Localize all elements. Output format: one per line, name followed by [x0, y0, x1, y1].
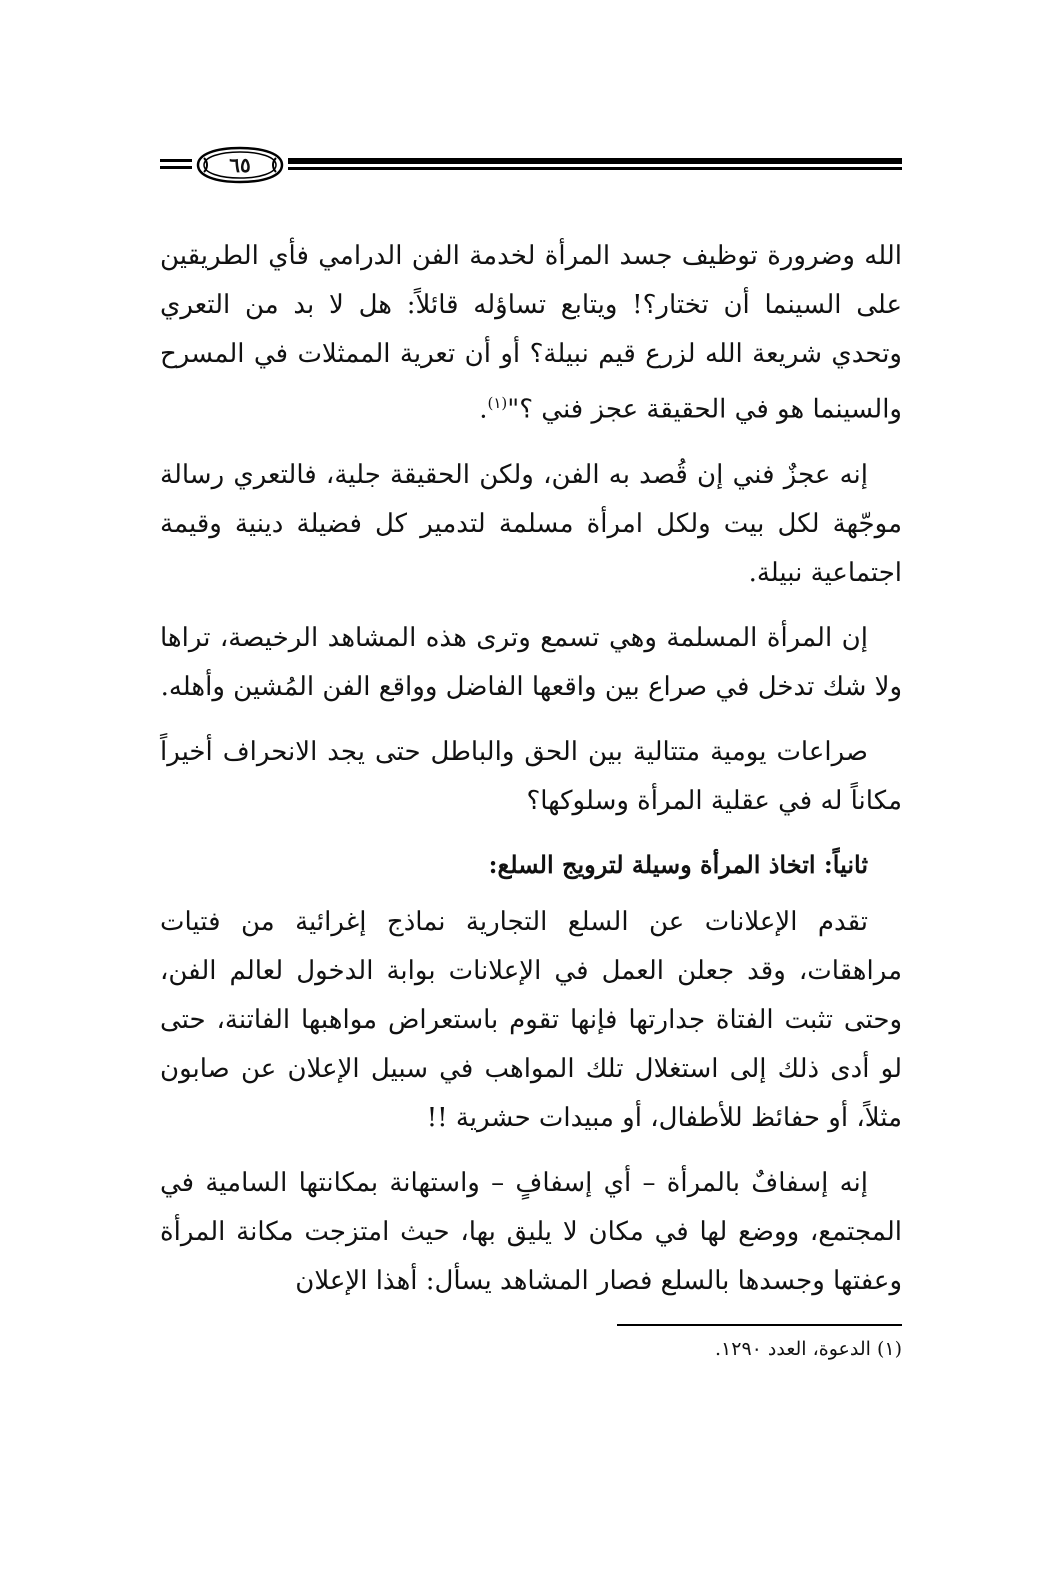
paragraph-2: إنه عجزٌ فني إن قُصد به الفن، ولكن الحقيقة جلية، فالتعري رسالة موجّهة لكل بيت ولكل امرأة مسلمة لتدمير كل فضيلة دينية وقيمة اجتماعية نبيلة.	[160, 459, 902, 588]
footnote-ref: (١)	[487, 394, 508, 412]
page-number: ٦٥	[229, 153, 251, 177]
paragraph-1-text: الله وضرورة توظيف جسد المرأة لخدمة الفن الدرامي فأي الطريقين على السينما أن تختار؟! ويتابع تساؤله قائلاً: هل لا بد من التعري وتحدي شريعة الله لزرع قيم نبيلة؟ أو أن تعرية الممثلات في المسرح والسينما هو في الحقيقة عجز فني ؟"	[160, 241, 903, 425]
paragraph-6: إنه إسفافٌ بالمرأة – أي إسفافٍ – واستهانة بمكانتها السامية في المجتمع، ووضع لها في مكان لا يليق بها، حيث امتزجت مكانة المرأة وعفتها وجسدها بالسلع فصار المشاهد يسأل: أهذا الإعلان	[160, 1167, 902, 1296]
paragraph-4: صراعات يومية متتالية بين الحق والباطل حتى يجد الانحراف أخيراً مكاناً له في عقلية المرأة وسلوكها؟	[160, 736, 902, 816]
footnote-separator	[617, 1324, 902, 1326]
page-number-ornament	[194, 146, 286, 184]
paragraph-1: الله وضرورة توظيف جسد المرأة لخدمة الفن الدرامي فأي الطريقين على السينما أن تختار؟! ويتابع تساؤله قائلاً: هل لا بد من التعري وتحدي شريعة الله لزرع قيم نبيلة؟ أو أن تعرية الممثلات في المسرح والسينما هو في الحقيقة عجز فني ؟"$^{(١)}$.	[160, 241, 903, 425]
header-rule-right	[288, 158, 902, 172]
section-heading: ثانياً: اتخاذ المرأة وسيلة لترويج السلع:	[488, 849, 868, 879]
footnote: (١) الدعوة، العدد ١٢٩٠.	[715, 1338, 902, 1360]
paragraph-5: تقدم الإعلانات عن السلع التجارية نماذج إغرائية من فتيات مراهقات، وقد جعلن العمل في الإعلانات بوابة الدخول لعالم الفن، وحتى تثبت الفتاة جدارتها فإنها تقوم باستعراض مواهبها الفاتنة، حتى لو أدى ذلك إلى استغلال تلك المواهب في سبيل الإعلان عن صابون مثلاً، أو حفائظ للأطفال، أو مبيدات حشرية !!	[160, 906, 902, 1133]
paragraph-3: إن المرأة المسلمة وهي تسمع وترى هذه المشاهد الرخيصة، تراها ولا شك تدخل في صراع بين واقعها الفاضل وواقع الفن المُشين وأهله.	[160, 622, 902, 702]
page-header	[160, 146, 902, 186]
header-rule-left	[160, 159, 192, 169]
page-body	[160, 232, 902, 1322]
